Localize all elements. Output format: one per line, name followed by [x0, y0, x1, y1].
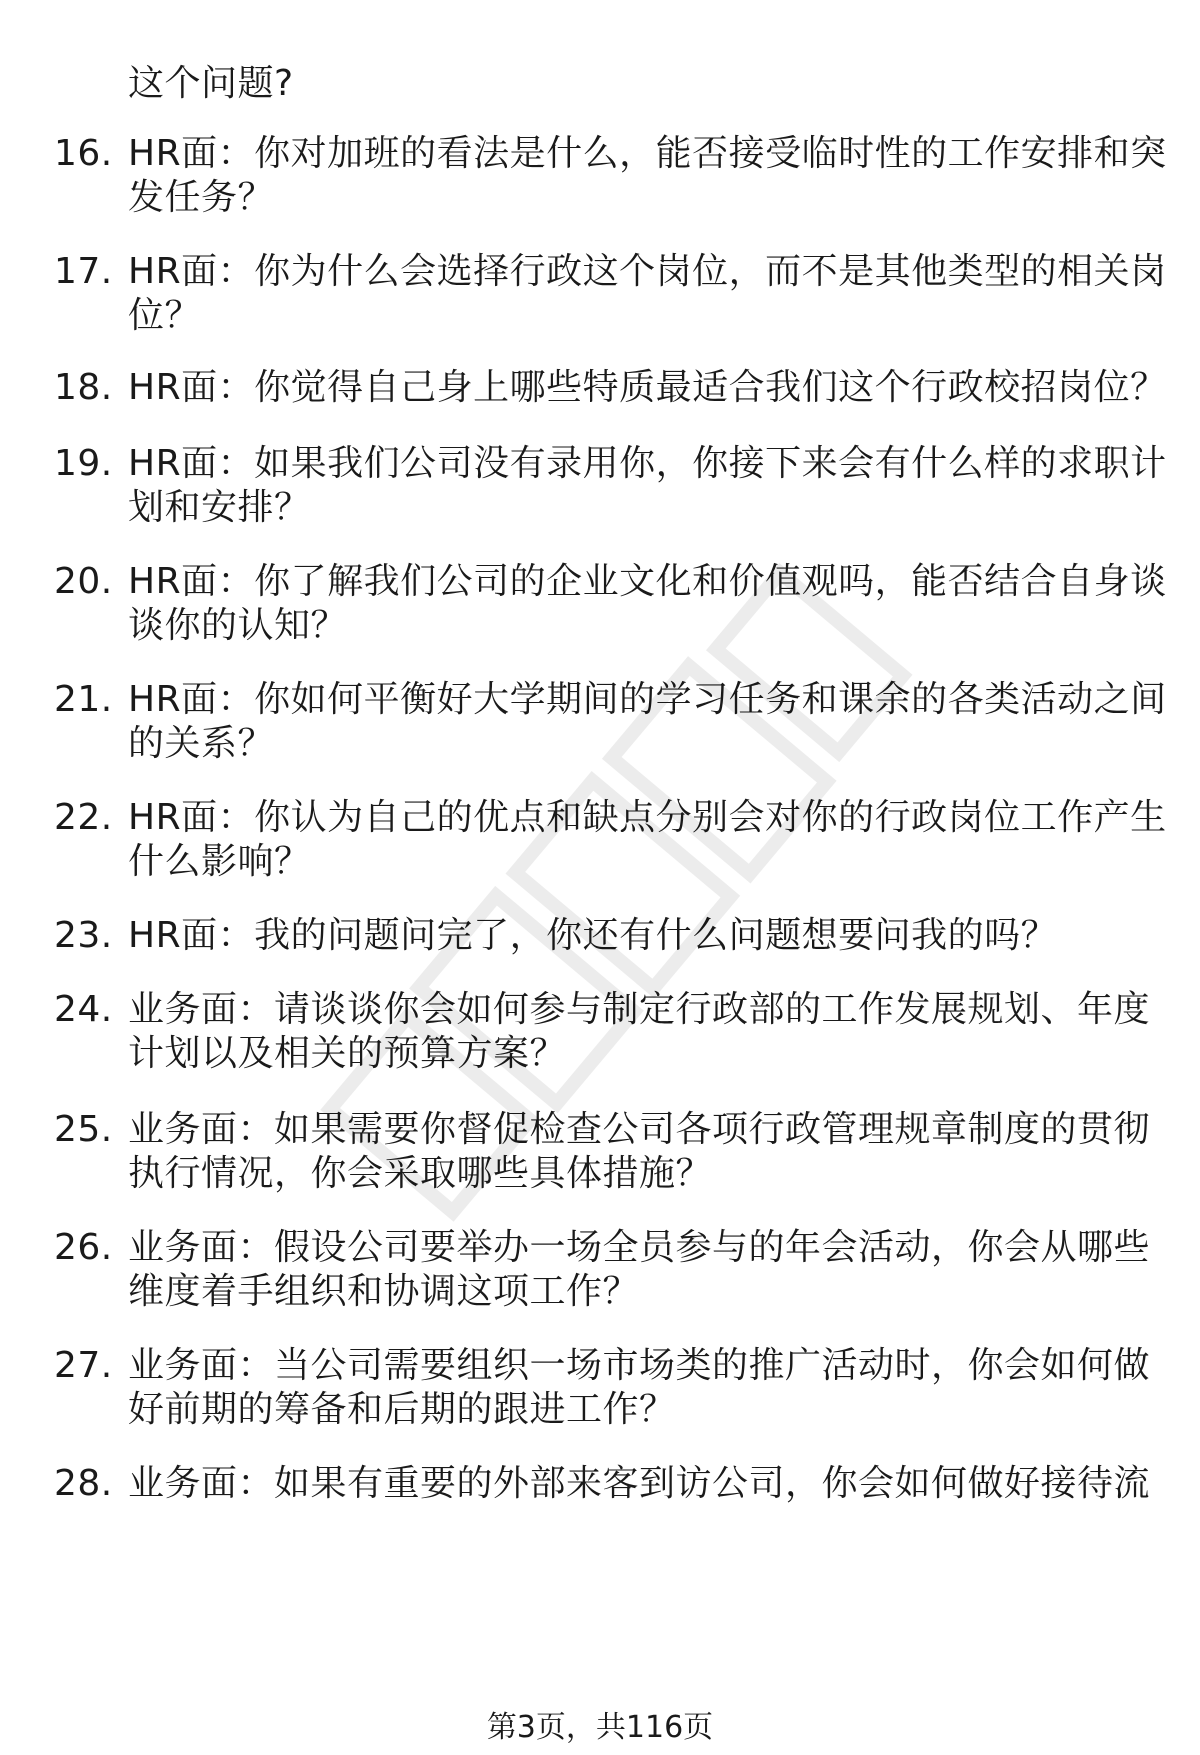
item-text-line: 执行情况，你会采取哪些具体措施？ [128, 1153, 713, 1194]
item-number: 16. [54, 133, 113, 174]
continuation-text: 这个问题? [128, 63, 294, 104]
item-number: 21. [54, 679, 113, 720]
item-number: 19. [54, 443, 113, 484]
item-text-line: HR面：你了解我们公司的企业文化和价值观吗，能否结合自身谈 [128, 561, 1167, 602]
item-number: 22. [54, 797, 113, 838]
item-text-line: 业务面：假设公司要举办一场全员参与的年会活动，你会从哪些 [128, 1227, 1151, 1268]
item-number: 27. [54, 1345, 113, 1386]
item-number: 20. [54, 561, 113, 602]
item-text-line: 维度着手组织和协调这项工作？ [128, 1271, 640, 1312]
item-number: 24. [54, 989, 113, 1030]
item-number: 17. [54, 251, 113, 292]
item-number: 18. [54, 367, 113, 408]
item-number: 28. [54, 1463, 113, 1504]
item-text-line: HR面：你如何平衡好大学期间的学习任务和课余的各类活动之间 [128, 679, 1167, 720]
item-text-line: HR面：如果我们公司没有录用你，你接下来会有什么样的求职计 [128, 443, 1167, 484]
item-text-line: HR面：你对加班的看法是什么，能否接受临时性的工作安排和突 [128, 133, 1167, 174]
item-text-line: 好前期的筹备和后期的跟进工作？ [128, 1389, 676, 1430]
page-footer: 第3页，共116页 [486, 1710, 714, 1745]
item-text-line: HR面：你觉得自己身上哪些特质最适合我们这个行政校招岗位？ [128, 367, 1167, 408]
item-text-line: 谈你的认知？ [128, 605, 348, 646]
item-text-line: 的关系？ [128, 723, 275, 764]
item-text-line: 发任务？ [128, 177, 275, 218]
item-text-line: 划和安排？ [128, 487, 311, 528]
item-text-line: 计划以及相关的预算方案？ [128, 1033, 567, 1074]
item-text-line: 业务面：当公司需要组织一场市场类的推广活动时，你会如何做 [128, 1345, 1151, 1386]
item-number: 25. [54, 1109, 113, 1150]
item-text-line: HR面：你为什么会选择行政这个岗位，而不是其他类型的相关岗 [128, 251, 1167, 292]
item-text-line: HR面：我的问题问完了，你还有什么问题想要问我的吗？ [128, 915, 1058, 956]
item-text-line: HR面：你认为自己的优点和缺点分别会对你的行政岗位工作产生 [128, 797, 1167, 838]
item-text-line: 位？ [128, 295, 202, 336]
item-text-line: 业务面：请谈谈你会如何参与制定行政部的工作发展规划、年度 [128, 989, 1151, 1030]
item-text-line: 业务面：如果需要你督促检查公司各项行政管理规章制度的贯彻 [128, 1109, 1151, 1150]
item-number: 26. [54, 1227, 113, 1268]
item-number: 23. [54, 915, 113, 956]
item-text-line: 业务面：如果有重要的外部来客到访公司，你会如何做好接待流 [128, 1463, 1151, 1504]
item-text-line: 什么影响？ [128, 841, 311, 882]
